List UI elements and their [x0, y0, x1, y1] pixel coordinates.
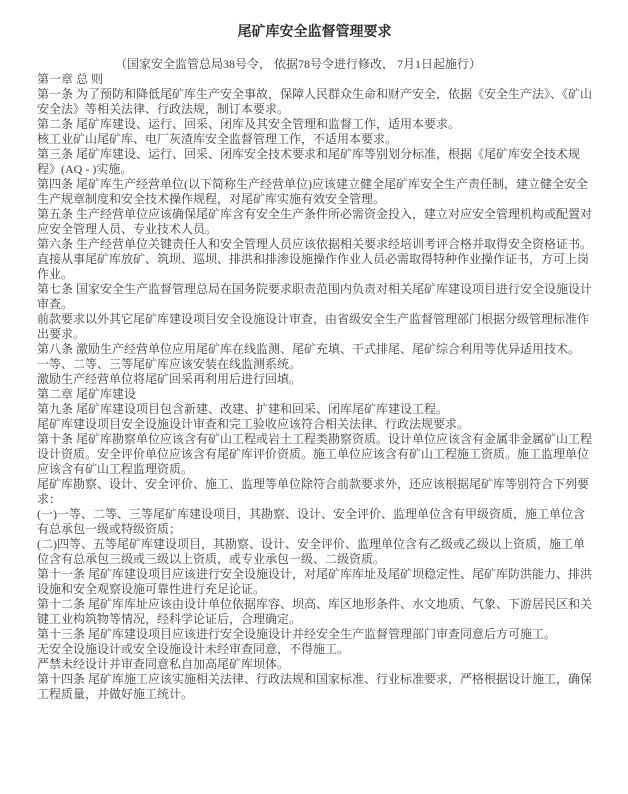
paragraph: 第七条 国家安全生产监督管理总局在国务院要求职责范围内负责对相关尾矿库建设项目进行安全设施设计审查。 [37, 282, 593, 311]
paragraph: 第五条 生产经营单位应该确保尾矿库含有安全生产条件所必需资金投入，建立对应安全管理机构或配置对应安全管理人员、专业技术人员。 [37, 207, 593, 236]
paragraph: 无安全设施设计或安全设施设计未经审查同意，不得施工。 [37, 642, 350, 656]
paragraph: 直接从事尾矿库放矿、筑坝、巡坝、排洪和排渗设施操作作业人员必需取得特种作业操作证书，方可上岗作业。 [37, 252, 590, 281]
paragraph: 第四条 尾矿库生产经营单位(以下简称生产经营单位)应该建立健全尾矿库安全生产责任制，建立健全安全生产规章制度和安全技术操作规程，对尾矿库实施有效安全管理。 [37, 177, 588, 206]
paragraph: 第十条 尾矿库勘察单位应该含有矿山工程或岩土工程类勘察资质。设计单位应该含有金属非金属矿山工程设计资质。安全评价单位应该含有尾矿库评价资质。施工单位应该含有矿山工程施工资质。施工监理单位应该含有矿山工程监理资质。 [37, 432, 593, 476]
paragraph: 第一条 为了预防和降低尾矿库生产安全事故，保障人民群众生命和财产安全，依据《安全生产法》、《矿山安全法》等相关法律、行政法规，制订本要求。 [37, 87, 593, 116]
paragraph: 一等、二等、三等尾矿库应该安装在线监测系统。 [37, 357, 302, 371]
paragraph: 严禁未经设计并审查同意私自加高尾矿库坝体。 [37, 657, 290, 671]
document-title: 尾矿库安全监督管理要求 [237, 25, 392, 40]
paragraph: 第八条 激励生产经营单位应用尾矿库在线监测、尾矿充填、干式排尾、尾矿综合利用等优异适用技术。 [37, 342, 581, 356]
paragraph: 第二条 尾矿库建设、运行、回采、闭库及其安全管理和监督工作，适用本要求。 [37, 117, 461, 131]
paragraph: 第六条 生产经营单位关键责任人和安全管理人员应该依据相关要求经培训考评合格并取得安全资格证书。 [37, 237, 593, 251]
paragraph: 尾矿库勘察、设计、安全评价、施工、监理等单位除符合前款要求外，还应该根据尾矿库等别符合下列要求： [37, 477, 590, 506]
paragraph: 核工业矿山尾矿库、电厂灰渣库安全监督管理工作，不适用本要求。 [37, 132, 398, 146]
paragraph: (二)四等、五等尾矿库建设项目，其勘察、设计、安全评价、监理单位含有乙级或乙级以上资质，施工单位含有总承包三级或三级以上资质，或专业承包一级、二级资质。 [37, 537, 585, 566]
paragraph: 尾矿库建设项目安全设施设计审查和完工验收应该符合相关法律、行政法规要求。 [37, 417, 470, 431]
paragraph: 第十一条 尾矿库建设项目应该进行安全设施设计，对尾矿库库址及尾矿坝稳定性、尾矿库防洪能力、排洪设施和安全观察设施可靠性进行充足论证。 [37, 567, 593, 596]
document-subtitle: （国家安全监管总局38号令， 依据78号令进行修改， 7月1日起施行） [115, 57, 482, 71]
paragraph: (一)一等、二等、三等尾矿库建设项目，其勘察、设计、安全评价、监理单位含有甲级资质，施工单位含有总承包一级或特级资质； [37, 507, 585, 536]
paragraph: 第十四条 尾矿库施工应该实施相关法律、行政法规和国家标准、行业标准要求，严格根据设计施工，确保工程质量，并做好施工统计。 [37, 672, 593, 701]
paragraph: 前款要求以外其它尾矿库建设项目安全设施设计审查，由省级安全生产监督管理部门根据分级管理标准作出要求。 [37, 312, 590, 341]
chapter-heading: 第二章 尾矿库建设 [37, 387, 137, 401]
chapter-heading: 第一章 总 则 [37, 72, 104, 86]
paragraph: 第十二条 尾矿库库址应该由设计单位依据库容、坝高、库区地形条件、水文地质、气象、下游居民区和关键工业构筑物等情况，经科学论证后，合理确定。 [37, 597, 593, 626]
paragraph: 第十三条 尾矿库建设项目应该进行安全设施设计并经安全生产监督管理部门审查同意后方可施工。 [37, 627, 557, 641]
paragraph: 激励生产经营单位将尾矿回采再利用后进行回填。 [37, 372, 302, 386]
paragraph: 第九条 尾矿库建设项目包含新建、改建、扩建和回采、闭库尾矿库建设工程。 [37, 402, 449, 416]
paragraph: 第三条 尾矿库建设、运行、回采、闭库安全技术要求和尾矿库等别划分标准，根据《尾矿库安全技术规程》(AQ - )实施。 [37, 147, 581, 176]
